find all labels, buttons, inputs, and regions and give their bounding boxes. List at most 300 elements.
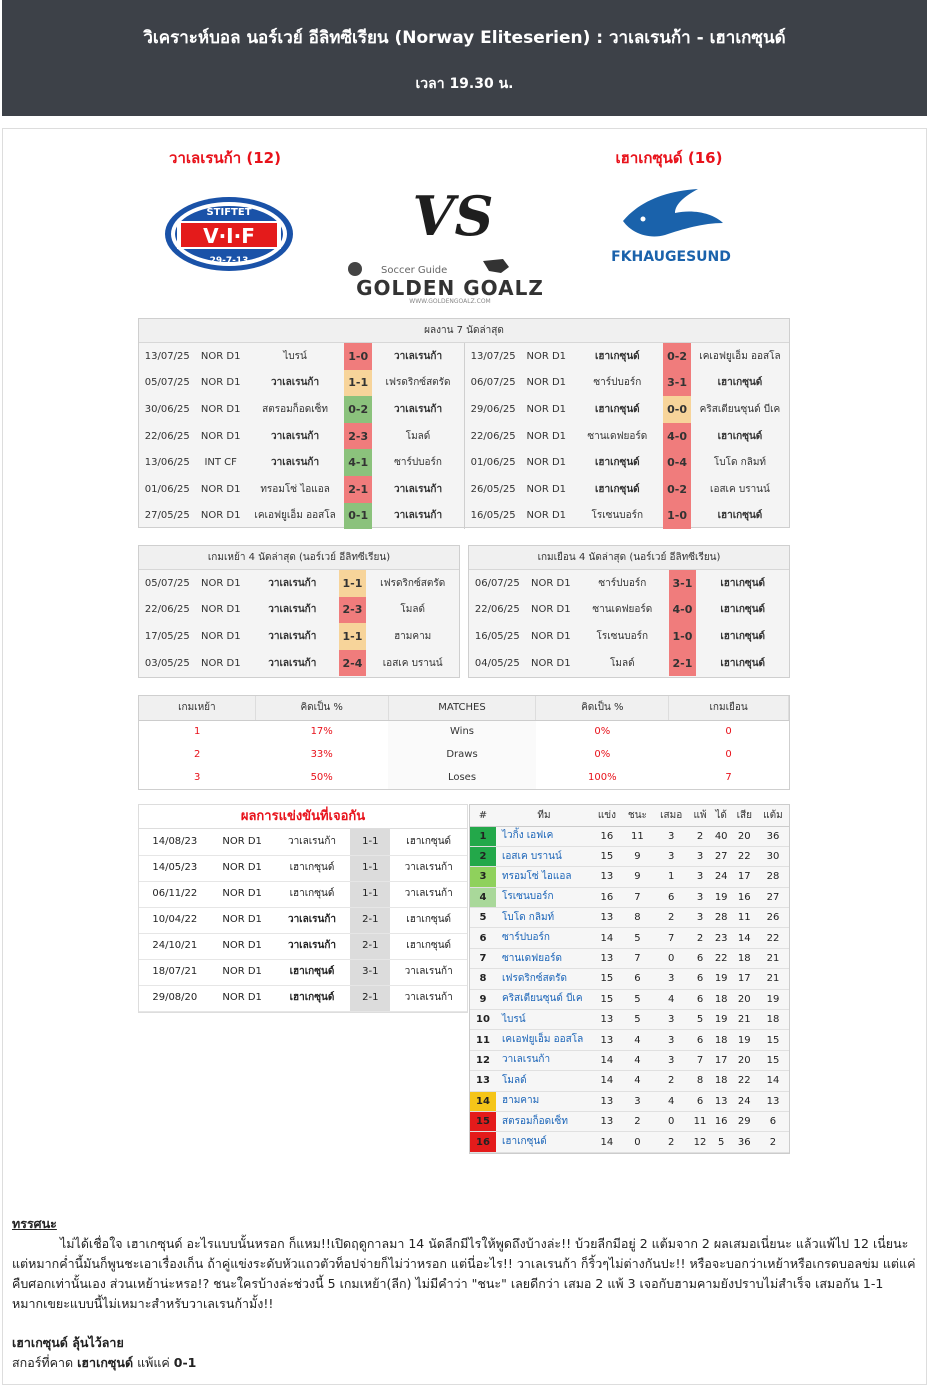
match-home-team: โมลด์ <box>610 657 635 669</box>
standings-gf: 19 <box>711 969 732 989</box>
match-date: 05/07/25 <box>144 377 190 389</box>
standings-rank: 16 <box>470 1132 496 1152</box>
h2h-away-team: วาเลเรนก้า <box>390 855 467 881</box>
match-away-team: โมลด์ <box>405 430 431 442</box>
match-away-team: เฮาเกซุนด์ <box>720 630 766 642</box>
match-date: 22/06/25 <box>144 430 190 442</box>
match-date: 26/05/25 <box>470 483 516 495</box>
match-row <box>139 597 459 624</box>
last7-away-table <box>465 343 789 529</box>
stats-label: Draws <box>388 743 536 766</box>
standings-l: 12 <box>689 1132 710 1152</box>
standings-ga: 22 <box>732 846 757 866</box>
standings-d: 2 <box>653 1071 689 1091</box>
match-away-team: วาเลเรนก้า <box>393 403 443 415</box>
standings-row <box>470 989 789 1009</box>
standings-rank: 11 <box>470 1030 496 1050</box>
match-league: NOR D1 <box>200 430 241 442</box>
standings-d: 3 <box>653 969 689 989</box>
match-date: 22/06/25 <box>470 430 516 442</box>
standings-ga: 17 <box>732 969 757 989</box>
score-label: สกอร์ที่คาด <box>12 1355 74 1370</box>
match-away-team: เอสเค บรานน์ <box>382 657 443 669</box>
match-score: 2-1 <box>344 476 372 503</box>
match-league: NOR D1 <box>526 430 567 442</box>
match-score: 3-1 <box>663 370 691 397</box>
standings-row <box>470 1071 789 1091</box>
standings-header: # <box>470 805 496 826</box>
standings-pts: 30 <box>757 846 789 866</box>
standings-d: 0 <box>653 948 689 968</box>
standings-row <box>470 948 789 968</box>
match-score: 2-4 <box>339 650 367 677</box>
stats-home-percent: 33% <box>310 749 333 760</box>
analysis-label: ทรรศนะ <box>12 1216 57 1231</box>
match-league: NOR D1 <box>201 604 241 616</box>
standings-p: 13 <box>592 1010 622 1030</box>
standings-w: 5 <box>622 1010 653 1030</box>
standings-gf: 18 <box>711 989 732 1009</box>
standings-d: 4 <box>653 1091 689 1111</box>
standings-d: 3 <box>653 1030 689 1050</box>
standings-p: 14 <box>592 1050 622 1070</box>
match-away-team: โมลด์ <box>400 604 425 616</box>
last4-home-box <box>138 545 460 678</box>
standings-row <box>470 928 789 948</box>
standings-p: 13 <box>592 948 622 968</box>
h2h-row <box>139 985 467 1011</box>
h2h-row <box>139 881 467 907</box>
standings-row <box>470 1111 789 1131</box>
standings-row <box>470 908 789 928</box>
standings-ga: 36 <box>732 1132 757 1152</box>
match-home-team: เฮาเกซุนด์ <box>594 403 640 415</box>
standings-l: 11 <box>689 1111 710 1131</box>
match-home-team: ทรอมโซ่ ไอแอล <box>260 483 330 495</box>
golden-goalz-text: GOLDEN GOALZ <box>356 276 544 300</box>
h2h-home-team: วาเลเรนก้า <box>274 907 351 933</box>
standings-l: 2 <box>689 826 710 846</box>
stats-away-count: 0 <box>725 726 732 738</box>
match-away-team: วาเลเรนก้า <box>393 350 443 362</box>
stats-home-percent: 50% <box>310 772 333 783</box>
match-league: NOR D1 <box>531 604 571 616</box>
standings-ga: 20 <box>732 1050 757 1070</box>
match-away-team: เอสเค บรานน์ <box>710 483 770 495</box>
stats-home-count: 1 <box>193 726 201 738</box>
match-row <box>465 343 789 370</box>
standings-gf: 16 <box>711 1111 732 1131</box>
standings-w: 4 <box>622 1050 653 1070</box>
match-home-team: วาเลเรนก้า <box>268 604 317 616</box>
match-away-team: เฮาเกซุนด์ <box>720 604 766 616</box>
match-away-team: เฮาเกซุนด์ <box>717 510 763 522</box>
standings-d: 3 <box>653 846 689 866</box>
standings-team: เฮาเกซุนด์ <box>496 1132 592 1152</box>
match-date: 27/05/25 <box>144 510 190 522</box>
standings-l: 3 <box>689 846 710 866</box>
h2h-date: 14/08/23 <box>139 829 211 855</box>
last4-away-title: เกมเยือน 4 นัดล่าสุด (นอร์เวย์ อีลิทซีเรียน) <box>469 546 789 570</box>
standings-rank: 15 <box>470 1111 496 1131</box>
standings-rank: 2 <box>470 846 496 866</box>
match-home-team: ซานเดฟยอร์ด <box>592 604 653 616</box>
match-home-team: โรเซนบอร์ก <box>591 510 644 522</box>
match-score: 4-1 <box>344 449 372 476</box>
standings-w: 7 <box>622 948 653 968</box>
match-row <box>465 370 789 397</box>
match-row <box>139 650 459 677</box>
standings-d: 3 <box>653 1050 689 1070</box>
standings-table <box>469 804 790 1154</box>
h2h-league: NOR D1 <box>211 933 274 959</box>
match-score: 1-0 <box>344 343 372 370</box>
stats-home-percent: 17% <box>310 726 333 738</box>
standings-pts: 28 <box>757 867 789 887</box>
match-home-team: เคเอฟยูเอ็ม ออสโล <box>254 510 336 522</box>
standings-ga: 24 <box>732 1091 757 1111</box>
match-date: 13/07/25 <box>470 350 516 362</box>
standings-d: 2 <box>653 908 689 928</box>
match-score: 1-1 <box>339 623 367 650</box>
standings-row <box>470 1010 789 1030</box>
match-home-team: วาเลเรนก้า <box>271 457 320 469</box>
score-team: เฮาเกซุนด์ <box>77 1355 134 1370</box>
standings-rank: 1 <box>470 826 496 846</box>
match-score: 0-0 <box>663 396 691 423</box>
soccer-guide-text: Soccer Guide <box>381 265 448 276</box>
standings-gf: 40 <box>711 826 732 846</box>
match-away-team: ซาร์ปบอร์ก <box>394 457 442 469</box>
standings-team: สตรอมก็อดเซ็ท <box>496 1111 592 1131</box>
last4-home-table <box>139 570 459 676</box>
standings-p: 15 <box>592 846 622 866</box>
standings-p: 16 <box>592 887 622 907</box>
last7-title: ผลงาน 7 นัดล่าสุด <box>139 319 789 343</box>
match-row <box>465 396 789 423</box>
standings-team: คริสเตียนซุนด์ บีเค <box>496 989 592 1009</box>
h2h-league: NOR D1 <box>211 959 274 985</box>
standings-gf: 5 <box>711 1132 732 1152</box>
standings-w: 11 <box>622 826 653 846</box>
match-league: NOR D1 <box>201 577 241 589</box>
h2h-score: 1-1 <box>350 881 390 907</box>
stats-home-count: 3 <box>193 772 201 783</box>
standings-ga: 16 <box>732 887 757 907</box>
match-away-team: คริสเตียนซุนด์ บีเค <box>699 403 781 415</box>
stats-home-count: 2 <box>193 749 201 760</box>
standings-d: 4 <box>653 989 689 1009</box>
standings-rank: 6 <box>470 928 496 948</box>
match-league: NOR D1 <box>200 403 241 415</box>
standings-gf: 18 <box>711 1030 732 1050</box>
match-score: 1-1 <box>339 570 367 597</box>
h2h-league: NOR D1 <box>211 985 274 1011</box>
standings-row <box>470 867 789 887</box>
stats-label: Loses <box>388 766 536 789</box>
last4-away-box <box>468 545 790 678</box>
standings-d: 3 <box>653 826 689 846</box>
match-score: 1-1 <box>344 370 372 397</box>
standings-header: ชนะ <box>622 805 653 826</box>
match-away-team: ฮามคาม <box>394 630 432 642</box>
h2h-date: 14/05/23 <box>139 855 211 881</box>
match-row <box>139 396 465 423</box>
match-home-team: เฮาเกซุนด์ <box>594 457 640 469</box>
match-score: 1-0 <box>663 503 691 530</box>
stats-label: Wins <box>388 720 536 743</box>
match-row <box>469 650 789 677</box>
h2h-date: 18/07/21 <box>139 959 211 985</box>
h2h-away-team: วาเลเรนก้า <box>390 881 467 907</box>
standings-row <box>470 1091 789 1111</box>
match-home-team: ซาร์ปบอร์ก <box>593 377 642 389</box>
standings-ga: 19 <box>732 1030 757 1050</box>
standings-w: 4 <box>622 1071 653 1091</box>
standings-ga: 21 <box>732 1010 757 1030</box>
h2h-home-team: วาเลเรนก้า <box>274 933 351 959</box>
standings-rank: 13 <box>470 1071 496 1091</box>
match-home-team: วาเลเรนก้า <box>268 577 317 589</box>
match-row <box>139 570 459 597</box>
match-home-team: เฮาเกซุนด์ <box>594 350 640 362</box>
vif-stiftet-text: STIFTET <box>206 207 252 218</box>
standings-rank: 10 <box>470 1010 496 1030</box>
match-home-team: สตรอมก็อดเซ็ท <box>262 403 329 415</box>
standings-p: 13 <box>592 908 622 928</box>
standings-d: 3 <box>653 1010 689 1030</box>
match-date: 06/07/25 <box>470 377 516 389</box>
standings-w: 4 <box>622 1030 653 1050</box>
standings-team: เฟรดริกซ์สตรัด <box>496 969 592 989</box>
stats-row <box>139 720 789 743</box>
standings-l: 3 <box>689 887 710 907</box>
standings-team: ไวกิ้ง เอฟเค <box>496 826 592 846</box>
h2h-title: ผลการแข่งขันที่เจอกัน <box>139 805 467 829</box>
h2h-row <box>139 907 467 933</box>
match-date: 13/07/25 <box>144 350 190 362</box>
match-row <box>139 343 465 370</box>
stats-table <box>138 695 790 790</box>
standings-ga: 22 <box>732 1071 757 1091</box>
match-home-team: ไบรน์ <box>283 350 307 362</box>
standings-l: 6 <box>689 1030 710 1050</box>
stats-header: MATCHES <box>388 696 536 720</box>
match-home-team: เฮาเกซุนด์ <box>594 483 640 495</box>
h2h-score: 2-1 <box>350 933 390 959</box>
standings-d: 1 <box>653 867 689 887</box>
standings-rank: 7 <box>470 948 496 968</box>
standings-gf: 19 <box>711 1010 732 1030</box>
h2h-league: NOR D1 <box>211 829 274 855</box>
match-row <box>139 476 465 503</box>
standings-pts: 18 <box>757 1010 789 1030</box>
standings-gf: 13 <box>711 1091 732 1111</box>
standings-gf: 22 <box>711 948 732 968</box>
match-score: 0-2 <box>663 476 691 503</box>
h2h-row <box>139 933 467 959</box>
standings-header: แต้ม <box>757 805 789 826</box>
match-row <box>465 423 789 450</box>
match-away-team: เฮาเกซุนด์ <box>720 577 766 589</box>
standings-pts: 2 <box>757 1132 789 1152</box>
standings-pts: 27 <box>757 887 789 907</box>
standings-team: ฮามคาม <box>496 1091 592 1111</box>
h2h-row <box>139 829 467 855</box>
match-league: NOR D1 <box>526 377 567 389</box>
predicted-score <box>12 1353 196 1373</box>
match-score: 1-0 <box>669 623 697 650</box>
stats-header: เกมเหย้า <box>139 696 255 720</box>
h2h-league: NOR D1 <box>211 907 274 933</box>
standings-team: ซานเดฟยอร์ด <box>496 948 592 968</box>
standings-rank: 8 <box>470 969 496 989</box>
match-home-team: วาเลเรนก้า <box>268 657 317 669</box>
match-date: 13/06/25 <box>144 457 190 469</box>
match-date: 01/06/25 <box>470 457 516 469</box>
match-league: NOR D1 <box>526 350 567 362</box>
standings-l: 3 <box>689 867 710 887</box>
standings-header: เสีย <box>732 805 757 826</box>
match-home-team: โรเซนบอร์ก <box>596 630 649 642</box>
standings-header: ได้ <box>711 805 732 826</box>
page-title: วิเคราะห์บอล นอร์เวย์ อีลิทซีเรียน (Norway Eliteserien) : วาเลเรนก้า - เฮาเกซุนด์ <box>143 28 786 48</box>
h2h-date: 06/11/22 <box>139 881 211 907</box>
match-league: NOR D1 <box>526 457 567 469</box>
match-away-team: เฮาเกซุนด์ <box>720 657 766 669</box>
h2h-home-team: เฮาเกซุนด์ <box>274 855 351 881</box>
match-row <box>465 503 789 530</box>
match-date: 16/05/25 <box>470 510 516 522</box>
standings-p: 13 <box>592 1030 622 1050</box>
standings-p: 13 <box>592 1111 622 1131</box>
match-row <box>139 623 459 650</box>
standings-header: เสมอ <box>653 805 689 826</box>
vs-text: VS <box>412 184 494 248</box>
verdict-section <box>12 1333 196 1373</box>
vif-letters: V·I·F <box>203 224 255 248</box>
standings-l: 6 <box>689 948 710 968</box>
golden-goalz-url: WWW.GOLDENGOALZ.COM <box>409 298 491 305</box>
standings-pts: 22 <box>757 928 789 948</box>
standings-row <box>470 1050 789 1070</box>
standings-gf: 23 <box>711 928 732 948</box>
standings-w: 6 <box>622 969 653 989</box>
standings-team: ซาร์ปบอร์ก <box>496 928 592 948</box>
stats-header: คิดเป็น % <box>536 696 669 720</box>
match-date: 01/06/25 <box>144 483 190 495</box>
h2h-row <box>139 855 467 881</box>
match-league: NOR D1 <box>531 630 571 642</box>
standings-w: 0 <box>622 1132 653 1152</box>
match-home-team: วาเลเรนก้า <box>271 377 320 389</box>
standings-w: 7 <box>622 887 653 907</box>
match-score: 0-2 <box>344 396 372 423</box>
standings-w: 8 <box>622 908 653 928</box>
standings-d: 0 <box>653 1111 689 1131</box>
h2h-away-team: เฮาเกซุนด์ <box>390 829 467 855</box>
standings-gf: 28 <box>711 908 732 928</box>
standings-l: 8 <box>689 1071 710 1091</box>
match-away-team: เคเอฟยูเอ็ม ออสโล <box>699 350 781 362</box>
standings-w: 9 <box>622 846 653 866</box>
match-date: 22/06/25 <box>474 604 520 616</box>
match-date: 29/06/25 <box>470 403 516 415</box>
match-league: NOR D1 <box>526 403 567 415</box>
match-away-team: เฮาเกซุนด์ <box>717 430 763 442</box>
match-away-team: วาเลเรนก้า <box>393 510 443 522</box>
standings-l: 6 <box>689 989 710 1009</box>
match-league: NOR D1 <box>200 483 241 495</box>
standings-pts: 15 <box>757 1050 789 1070</box>
standings-header: แข่ง <box>592 805 622 826</box>
match-row <box>469 597 789 624</box>
standings-w: 9 <box>622 867 653 887</box>
match-row <box>469 623 789 650</box>
match-score: 0-4 <box>663 449 691 476</box>
match-date: 06/07/25 <box>474 577 520 589</box>
vs-logo <box>412 183 494 248</box>
verdict-text: เฮาเกซุนด์ ลุ้นไว้ลาย <box>12 1335 124 1350</box>
standings-l: 5 <box>689 1010 710 1030</box>
standings-team: โบโด กลิมท์ <box>496 908 592 928</box>
h2h-score: 2-1 <box>350 907 390 933</box>
h2h-score: 1-1 <box>350 829 390 855</box>
standings-p: 14 <box>592 1071 622 1091</box>
standings-l: 7 <box>689 1050 710 1070</box>
golden-goalz-logo <box>333 255 567 305</box>
standings-p: 15 <box>592 969 622 989</box>
standings-d: 2 <box>653 1132 689 1152</box>
analysis-text: ไม่ได้เชื่อใจ เฮาเกซุนด์ อะไรแบบนั้นหรอก ก็แหม!!เปิดฤดูกาลมา 14 นัดลีกมีไรให้พูดถึงบ้างล่ะ!! บ้วยลีกมีอยู่ 2 แต้มจาก 2 ผลเสมอเนี่ยนะ แล้วแพ้ไป 12 เนี่ยนะ แต่หมากค่ำนี้มันก็พูนชะเอาเรื่องเก็น ถ้าคู่แข่งระดับหัวแถวตัวท็อปจ่ายก็ไม่ว่าหรอก แต่นี่อะไร!! วาเลเรนก้า ก็ริ้วๆไม่ต่างกันปะ!! หรือจะบอกว่าเหย้าหรือเกรดบอลข่ม แต่แค่คืบศอกเท่านั้นเอง ส่วนเหย้าน่ะหรอ!? ชนะใครบ้างล่ะช่วงนี้ 5 เกมเหย้า(ลีก) ไม่มีคำว่า "ชนะ" เลยดีกว่า เสมอ 2 แพ้ 3 เจอกับฮามคามยังปราบไม่สำเร็จ เสมอกัน 1-1 หมากเขยะแบบนี้ไม่เหมาะสำหรับวาเลเรนก้ามั้ง!! <box>12 1236 916 1311</box>
standings-l: 3 <box>689 908 710 928</box>
standings-team: ไบรน์ <box>496 1010 592 1030</box>
standings-d: 7 <box>653 928 689 948</box>
match-row <box>139 449 465 476</box>
h2h-away-team: เฮาเกซุนด์ <box>390 907 467 933</box>
standings-rank: 12 <box>470 1050 496 1070</box>
match-date: 16/05/25 <box>474 630 520 642</box>
stats-row <box>139 743 789 766</box>
h2h-home-team: วาเลเรนก้า <box>274 829 351 855</box>
match-league: NOR D1 <box>201 630 241 642</box>
match-home-team: ซานเดฟยอร์ด <box>587 430 648 442</box>
standings-gf: 18 <box>711 1071 732 1091</box>
standings-team: โรเซนบอร์ก <box>496 887 592 907</box>
match-league: NOR D1 <box>200 350 241 362</box>
h2h-score: 2-1 <box>350 985 390 1011</box>
standings-pts: 26 <box>757 908 789 928</box>
standings-w: 5 <box>622 928 653 948</box>
match-score: 2-1 <box>669 650 697 677</box>
standings-row <box>470 1132 789 1152</box>
h2h-away-team: วาเลเรนก้า <box>390 959 467 985</box>
standings-ga: 20 <box>732 989 757 1009</box>
match-row <box>469 570 789 597</box>
standings-pts: 14 <box>757 1071 789 1091</box>
match-home-team: วาเลเรนก้า <box>268 630 317 642</box>
match-row <box>465 449 789 476</box>
match-league: NOR D1 <box>531 657 571 669</box>
match-home-team: วาเลเรนก้า <box>271 430 320 442</box>
match-date: 30/06/25 <box>144 403 190 415</box>
standings-rank: 14 <box>470 1091 496 1111</box>
last7-box <box>138 318 790 528</box>
standings-p: 13 <box>592 867 622 887</box>
standings-d: 6 <box>653 887 689 907</box>
last7-home-table <box>139 343 465 529</box>
match-league: INT CF <box>204 457 237 469</box>
